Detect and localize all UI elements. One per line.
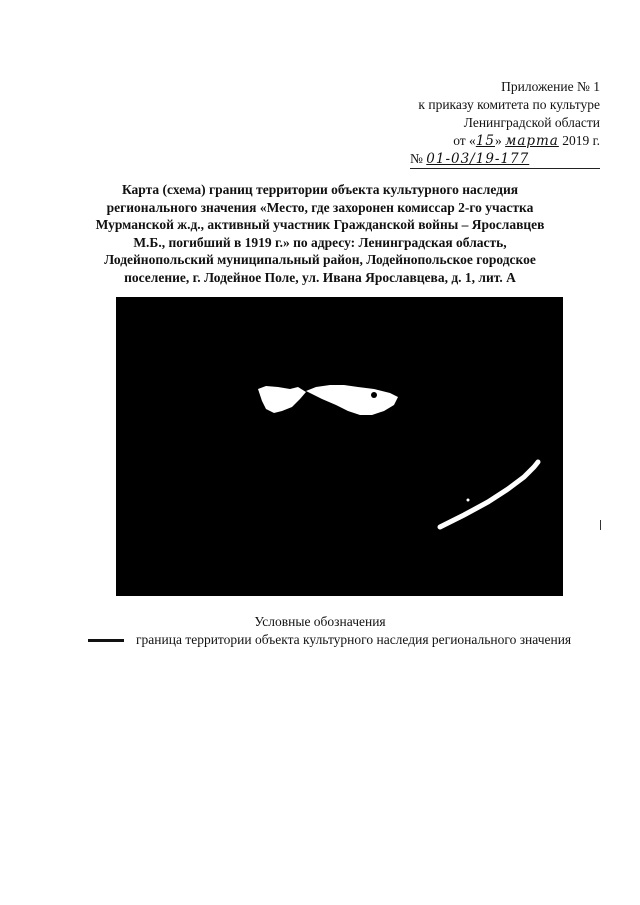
order-number: 01-03/19-177 <box>426 151 530 167</box>
appendix-block <box>410 78 600 169</box>
legend-title: Условные обозначения <box>254 614 386 629</box>
appendix-line-2: к приказу комитета по культуре <box>418 97 600 112</box>
map-image <box>116 297 563 596</box>
date-day: 15 <box>475 133 495 149</box>
appendix-line-1: Приложение № 1 <box>501 79 600 94</box>
scan-edge-mark <box>600 520 601 530</box>
document-title: Карта (схема) границ территории объекта культурного наследия регионального значения «Место, где захоронен комиссар 2-го участка Мурманской ж.д., активный участник Гражданской войны – Ярославцев М.Б., погибший в 1919 г.» по адресу: Ленинградская область, Лодейнопольский муниципальный район, Лодейнопольское городское поселение, г. Лодейное Поле, ул. Ивана Ярославцева, д. 1, лит. А <box>95 182 545 285</box>
map-speck <box>467 499 470 502</box>
legend-item-label: граница территории объекта культурного наследия регионального значения <box>136 632 572 647</box>
appendix-date: от «15» марта 2019 г. <box>453 133 600 149</box>
map-dot <box>371 392 377 398</box>
map-background <box>116 297 563 596</box>
appendix-line-3: Ленинградской области <box>463 115 600 130</box>
date-month: марта <box>505 133 559 149</box>
legend-boundary-line-icon <box>88 639 124 642</box>
appendix-number: № 01-03/19-177 <box>410 150 600 169</box>
legend-item <box>88 632 571 648</box>
boundary-map <box>116 297 563 596</box>
